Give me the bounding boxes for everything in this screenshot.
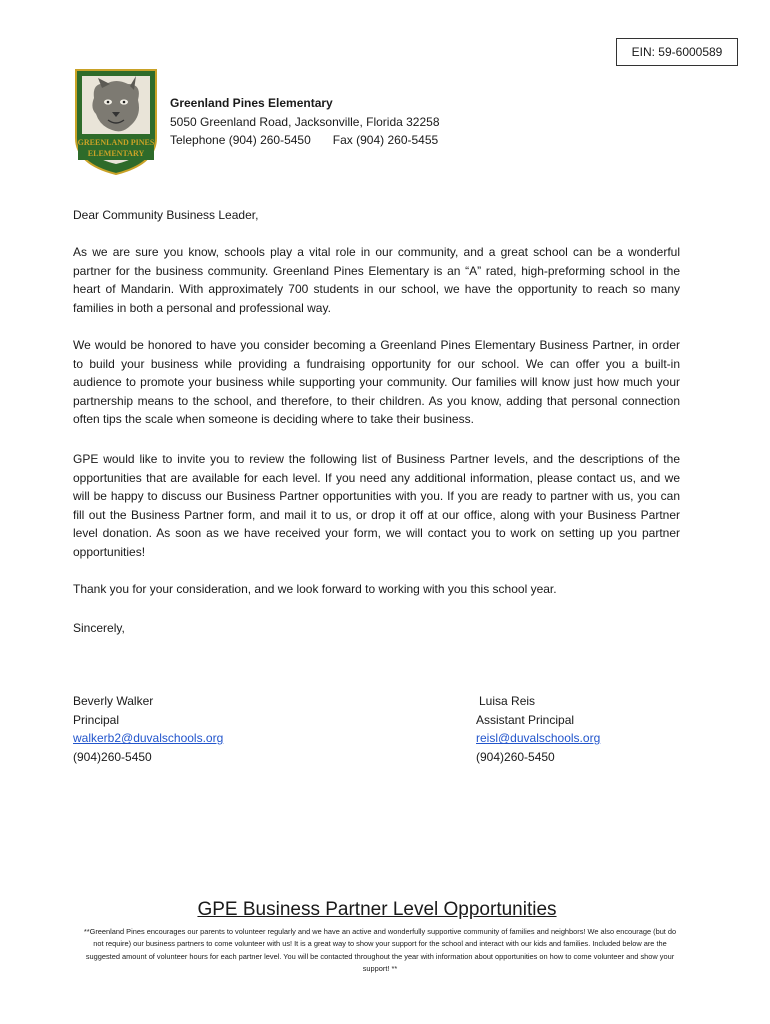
logo-text-line1: GREENLAND PINES bbox=[77, 138, 155, 147]
paragraph-1: As we are sure you know, schools play a vital role in our community, and a great school can be a wonderful partner for the business community. Greenland Pines Elementary is an “A” rated, high-preforming school in the heart of Mandarin. With approximately 700 students in our school, we have the opportunity to reach so many families in both a personal and professional way. bbox=[73, 245, 680, 315]
ein-box: EIN: 59-6000589 bbox=[616, 38, 738, 66]
paragraph-2: We would be honored to have you consider becoming a Greenland Pines Elementary Business Partner, in order to build your business while providing a fundraising opportunity for our school. We can offer you a built-in audience to promote your business while supporting your community. Our families will know just how much your partnership means to the school, and therefore, to their children. As you know, adding that personal connection often tips the scale when someone is deciding where to take their business. bbox=[73, 338, 680, 427]
signature-assistant-principal bbox=[476, 692, 600, 766]
signer-name: Beverly Walker bbox=[73, 694, 154, 708]
school-logo bbox=[72, 68, 160, 176]
signer-title: Assistant Principal bbox=[476, 712, 575, 727]
volunteer-note: **Greenland Pines encourages our parents to volunteer regularly and we have an active and wonderfully supportive community of families and neighbors! We also encourage (but do not require) our business partners to come volunteer with us! It is a great way to show your support for the school and interact with our kids and families. Included below are the suggested amount of volunteer hours for each partner level. You will be contacted throughout the year with information about opportunities on how to come volunteer and show your support! ** bbox=[83, 927, 677, 974]
signer-email-link[interactable]: reisl@duvalschools.org bbox=[476, 731, 601, 746]
school-address: 5050 Greenland Road, Jacksonville, Florida 32258 bbox=[170, 114, 440, 129]
paragraph-3: GPE would like to invite you to review the following list of Business Partner levels, and the descriptions of the opportunities that are available for each level. If you need any additional information, please contact us, and we will be happy to discuss our Business Partner opportunities with you. If you are ready to partner with us, you can fill out the Business Partner form, and mail it to us, or drop it off at our office, along with your Business Partner level donation. As soon as we have received your form, we will contact you to work on setting up you partner opportunities! bbox=[73, 452, 680, 559]
fax: Fax (904) 260-5455 bbox=[332, 133, 439, 147]
telephone: Telephone (904) 260-5450 bbox=[170, 133, 311, 147]
signer-phone: (904)260-5450 bbox=[73, 749, 152, 764]
signature-principal bbox=[73, 692, 223, 766]
signer-title: Principal bbox=[73, 712, 120, 727]
signer-email-link[interactable]: walkerb2@duvalschools.org bbox=[73, 731, 224, 746]
signer-name: Luisa Reis bbox=[479, 694, 536, 708]
closing: Sincerely, bbox=[73, 621, 125, 635]
school-name: Greenland Pines Elementary bbox=[170, 96, 333, 110]
levels-heading: GPE Business Partner Level Opportunities bbox=[197, 899, 557, 920]
paragraph-4: Thank you for your consideration, and we look forward to working with you this school year. bbox=[73, 582, 557, 596]
phone-row bbox=[170, 131, 440, 150]
signer-phone: (904)260-5450 bbox=[476, 749, 555, 764]
letterhead bbox=[170, 94, 440, 150]
logo-text-line2: ELEMENTARY bbox=[87, 149, 145, 158]
salutation: Dear Community Business Leader, bbox=[73, 208, 259, 222]
